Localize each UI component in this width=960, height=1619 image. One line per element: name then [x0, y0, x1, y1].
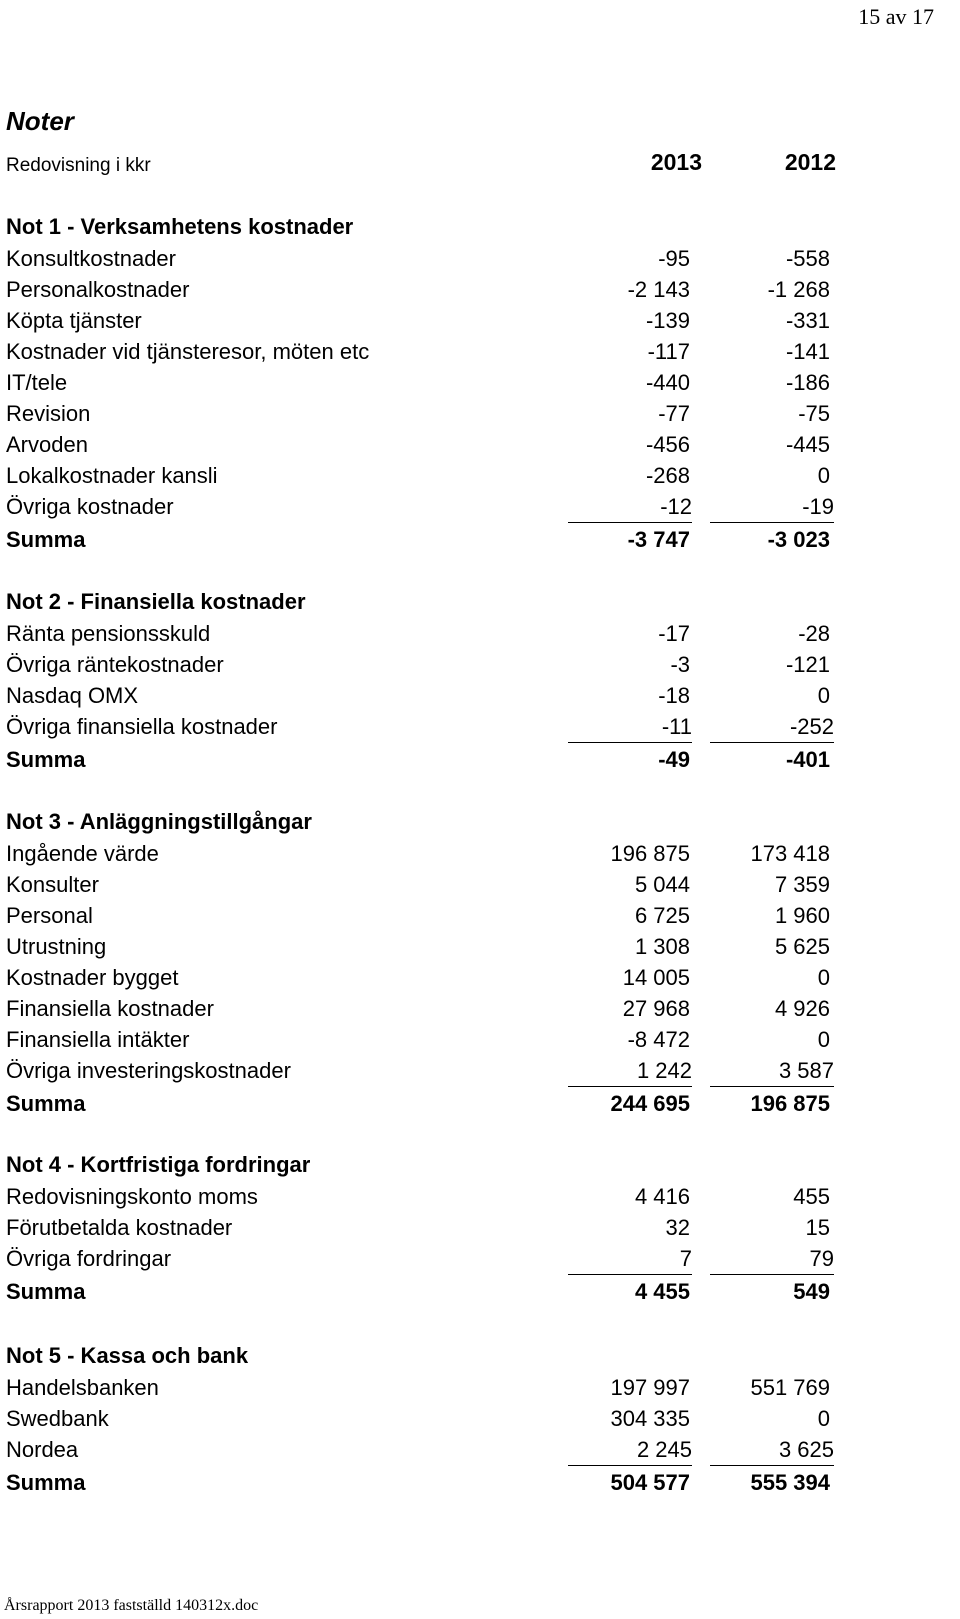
- table-row: [6, 838, 836, 869]
- table-row: [6, 243, 836, 274]
- value-2013: 196 875: [610, 841, 690, 866]
- note-section: [6, 806, 836, 1122]
- value-2012: -186: [785, 370, 830, 395]
- value-2013: -117: [647, 339, 690, 364]
- value-2013: -8 472: [627, 1027, 690, 1052]
- year-2012-header: 2012: [784, 149, 836, 175]
- table-row: [6, 618, 836, 649]
- value-2012: -558: [785, 246, 830, 271]
- row-label: Ingående värde: [6, 841, 159, 866]
- row-label: Personal: [6, 903, 93, 928]
- row-label: Finansiella kostnader: [6, 996, 214, 1021]
- value-2012: 3 625: [710, 1434, 834, 1466]
- row-label: Nordea: [6, 1437, 79, 1462]
- table-row: [6, 305, 836, 336]
- row-label: Kostnader vid tjänsteresor, möten etc: [6, 339, 370, 364]
- table-row: [6, 1243, 836, 1274]
- value-2012: -19: [710, 491, 834, 523]
- row-label: Swedbank: [6, 1406, 109, 1431]
- note-section: [6, 1149, 836, 1310]
- currency-note: Redovisning i kkr: [6, 155, 151, 176]
- year-2013-header: 2013: [650, 149, 702, 175]
- value-2012: -1 268: [767, 277, 830, 302]
- value-2012: -331: [785, 308, 830, 333]
- row-label: Summa: [6, 1470, 86, 1495]
- value-2013: 197 997: [610, 1375, 690, 1400]
- table-row: [6, 1212, 836, 1243]
- value-2012: -121: [785, 652, 830, 677]
- sum-row: [6, 742, 836, 778]
- row-label: Redovisningskonto moms: [6, 1184, 258, 1209]
- value-2012: 555 394: [750, 1470, 830, 1495]
- page-title: Noter: [6, 106, 74, 136]
- value-2012: 196 875: [750, 1091, 830, 1116]
- row-label: Revision: [6, 401, 91, 426]
- value-2012: 7 359: [774, 872, 830, 897]
- table-row: [6, 274, 836, 305]
- row-label: Utrustning: [6, 934, 107, 959]
- row-label: Förutbetalda kostnader: [6, 1215, 233, 1240]
- value-2013: -95: [658, 246, 690, 271]
- note-title: Not 5 - Kassa och bank: [6, 1343, 249, 1368]
- note-title: Not 3 - Anläggningstillgångar: [6, 809, 312, 834]
- row-label: Övriga kostnader: [6, 494, 174, 519]
- value-2013: -77: [658, 401, 690, 426]
- page-number: 15 av 17: [858, 4, 934, 29]
- value-2013: 32: [665, 1215, 690, 1240]
- note-title: Not 4 - Kortfristiga fordringar: [6, 1152, 311, 1177]
- row-label: Summa: [6, 527, 86, 552]
- value-2012: 0: [817, 1406, 830, 1431]
- value-2013: -2 143: [627, 277, 690, 302]
- value-2012: 4 926: [774, 996, 830, 1021]
- value-2012: 549: [793, 1279, 830, 1304]
- note-title: Not 1 - Verksamhetens kostnader: [6, 214, 354, 239]
- sum-row: [6, 1465, 836, 1501]
- row-label: Kostnader bygget: [6, 965, 179, 990]
- value-2013: 1 242: [568, 1055, 692, 1087]
- note-title: Not 2 - Finansiella kostnader: [6, 589, 306, 614]
- table-row: [6, 993, 836, 1024]
- row-label: Övriga investeringskostnader: [6, 1058, 291, 1083]
- sum-row: [6, 522, 836, 558]
- value-2012: 0: [817, 683, 830, 708]
- sum-row: [6, 1086, 836, 1122]
- column-header: [6, 149, 836, 179]
- value-2013: 6 725: [634, 903, 690, 928]
- value-2012: -141: [785, 339, 830, 364]
- value-2012: 5 625: [774, 934, 830, 959]
- value-2012: 79: [710, 1243, 834, 1275]
- row-label: Konsulter: [6, 872, 99, 897]
- table-row: [6, 711, 836, 742]
- table-row: [6, 900, 836, 931]
- value-2012: -3 023: [767, 527, 830, 552]
- table-row: [6, 869, 836, 900]
- value-2012: 0: [817, 463, 830, 488]
- table-row: [6, 1055, 836, 1086]
- value-2012: -28: [798, 621, 830, 646]
- table-row: [6, 962, 836, 993]
- value-2013: -139: [645, 308, 690, 333]
- value-2013: -456: [645, 432, 690, 457]
- value-2012: 551 769: [750, 1375, 830, 1400]
- sum-row: [6, 1274, 836, 1310]
- table-row: [6, 680, 836, 711]
- value-2013: -49: [658, 747, 690, 772]
- value-2013: -11: [568, 711, 692, 743]
- table-row: [6, 1372, 836, 1403]
- row-label: Personalkostnader: [6, 277, 190, 302]
- table-row: [6, 398, 836, 429]
- row-label: Handelsbanken: [6, 1375, 159, 1400]
- table-row: [6, 460, 836, 491]
- value-2013: 4 455: [634, 1279, 690, 1304]
- value-2012: 455: [793, 1184, 830, 1209]
- row-label: Finansiella intäkter: [6, 1027, 190, 1052]
- row-label: IT/tele: [6, 370, 68, 395]
- table-row: [6, 1024, 836, 1055]
- row-label: Övriga räntekostnader: [6, 652, 224, 677]
- value-2013: 7: [568, 1243, 692, 1275]
- value-2012: 173 418: [750, 841, 830, 866]
- row-label: Summa: [6, 747, 86, 772]
- value-2013: -3: [670, 652, 690, 677]
- note-section: [6, 1340, 836, 1501]
- value-2013: 2 245: [568, 1434, 692, 1466]
- value-2012: -252: [710, 711, 834, 743]
- value-2012: -401: [785, 747, 830, 772]
- table-row: [6, 1434, 836, 1465]
- table-row: [6, 491, 836, 522]
- value-2012: 1 960: [774, 903, 830, 928]
- value-2012: 15: [805, 1215, 830, 1240]
- note-section: [6, 586, 836, 778]
- row-label: Lokalkostnader kansli: [6, 463, 218, 488]
- table-row: [6, 336, 836, 367]
- value-2013: 27 968: [622, 996, 690, 1021]
- row-label: Arvoden: [6, 432, 88, 457]
- value-2013: -440: [645, 370, 690, 395]
- row-label: Övriga fordringar: [6, 1246, 172, 1271]
- value-2013: 4 416: [634, 1184, 690, 1209]
- value-2013: -268: [645, 463, 690, 488]
- value-2013: -17: [658, 621, 690, 646]
- row-label: Konsultkostnader: [6, 246, 176, 271]
- row-label: Nasdaq OMX: [6, 683, 139, 708]
- table-row: [6, 931, 836, 962]
- value-2013: 244 695: [610, 1091, 690, 1116]
- value-2013: -18: [658, 683, 690, 708]
- table-row: [6, 367, 836, 398]
- table-row: [6, 429, 836, 460]
- row-label: Summa: [6, 1091, 86, 1116]
- table-row: [6, 1403, 836, 1434]
- value-2013: -12: [568, 491, 692, 523]
- value-2013: 304 335: [610, 1406, 690, 1431]
- value-2012: 0: [817, 965, 830, 990]
- value-2013: -3 747: [627, 527, 690, 552]
- table-row: [6, 649, 836, 680]
- row-label: Köpta tjänster: [6, 308, 142, 333]
- footer-filename: Årsrapport 2013 fastställd 140312x.doc: [4, 1597, 259, 1614]
- row-label: Övriga finansiella kostnader: [6, 714, 278, 739]
- table-row: [6, 1181, 836, 1212]
- value-2013: 1 308: [634, 934, 690, 959]
- value-2013: 5 044: [634, 872, 690, 897]
- row-label: Ränta pensionsskuld: [6, 621, 211, 646]
- row-label: Summa: [6, 1279, 86, 1304]
- value-2013: 504 577: [610, 1470, 690, 1495]
- note-section: [6, 211, 836, 558]
- value-2012: -445: [785, 432, 830, 457]
- value-2013: 14 005: [622, 965, 690, 990]
- value-2012: 3 587: [710, 1055, 834, 1087]
- value-2012: -75: [798, 401, 830, 426]
- value-2012: 0: [817, 1027, 830, 1052]
